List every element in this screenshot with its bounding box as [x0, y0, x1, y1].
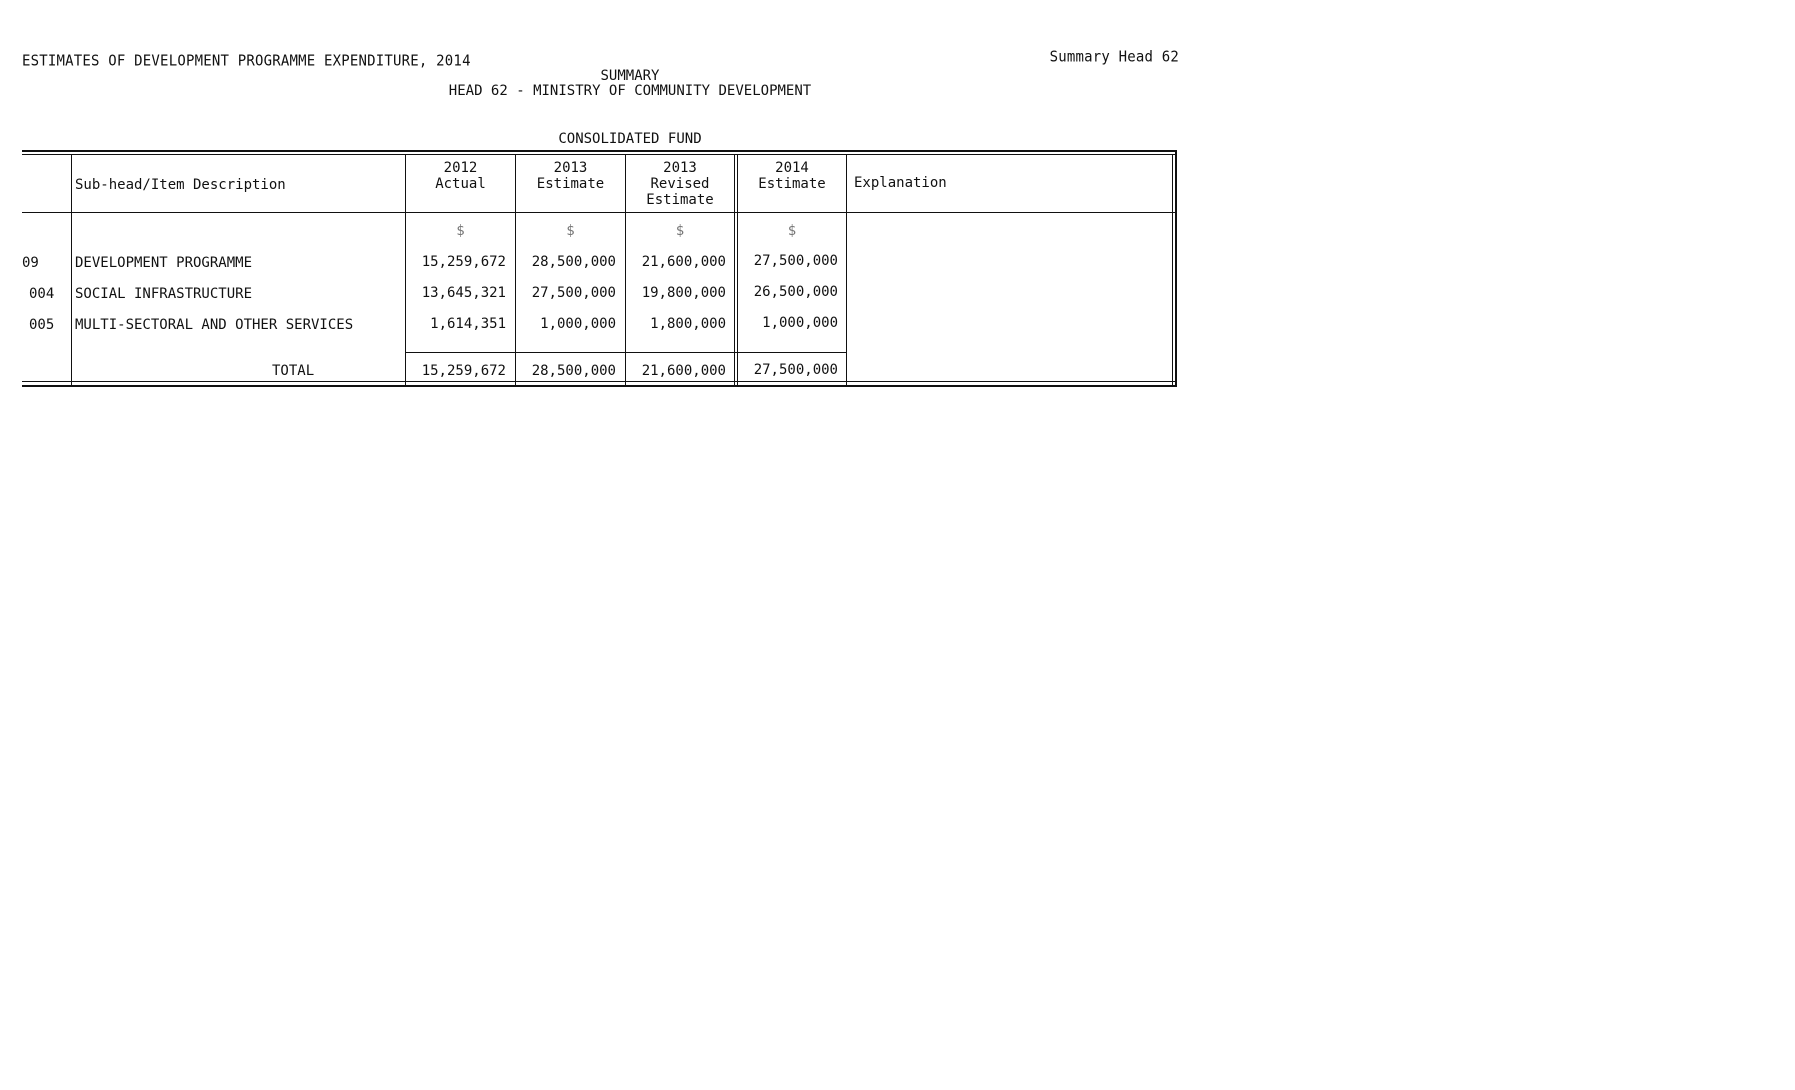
fund-title: CONSOLIDATED FUND — [558, 131, 702, 147]
col-divider-explanation — [846, 154, 847, 385]
col-header-revised-2013 — [626, 160, 734, 208]
col-divider-description — [71, 154, 72, 385]
total-actual-2012: 15,259,672 — [421, 363, 506, 379]
row-revised-2013: 19,800,000 — [641, 285, 726, 301]
col-header-actual-2012-label: Actual — [435, 176, 486, 192]
summary-title: SUMMARY — [600, 68, 660, 84]
row-code: 004 — [29, 286, 55, 302]
row-estimate-2013: 28,500,000 — [531, 254, 616, 270]
col-header-revised-2013-year: 2013 — [663, 160, 697, 176]
document-title: ESTIMATES OF DEVELOPMENT PROGRAMME EXPENDITURE, 2014 — [22, 52, 471, 70]
row-code: 09 — [22, 255, 39, 271]
row-actual-2012: 1,614,351 — [430, 316, 506, 332]
row-actual-2012: 15,259,672 — [421, 254, 506, 270]
col-header-estimate-2013-year: 2013 — [553, 160, 588, 176]
page-reference: Summary Head 62 — [1049, 48, 1179, 66]
total-estimate-2013: 28,500,000 — [531, 363, 616, 379]
total-revised-2013: 21,600,000 — [641, 363, 726, 379]
row-code: 005 — [29, 317, 55, 333]
row-description: MULTI-SECTORAL AND OTHER SERVICES — [75, 317, 354, 333]
row-revised-2013: 21,600,000 — [641, 254, 726, 270]
header-separator — [22, 212, 1177, 213]
row-description: SOCIAL INFRASTRUCTURE — [75, 286, 253, 302]
col-header-description: Sub-head/Item Description — [75, 177, 286, 193]
table-right-border — [1175, 150, 1177, 386]
table-bottom-border — [22, 385, 1177, 387]
col-header-estimate-2014-year: 2014 — [775, 160, 809, 176]
col-divider-estimate-2014-a — [734, 154, 735, 385]
total-estimate-2014: 27,500,000 — [753, 362, 838, 378]
col-header-estimate-2014 — [738, 160, 846, 192]
row-actual-2012: 13,645,321 — [421, 285, 506, 301]
row-revised-2013: 1,800,000 — [650, 316, 726, 332]
currency-symbol-estimate-2013: $ — [566, 223, 575, 239]
table-right-border-inner — [1172, 154, 1173, 385]
col-header-explanation: Explanation — [854, 175, 947, 191]
col-header-actual-2012 — [406, 160, 515, 192]
currency-symbol-revised: $ — [675, 223, 685, 239]
head-title: HEAD 62 - MINISTRY OF COMMUNITY DEVELOPMENT — [448, 83, 812, 99]
currency-symbol-estimate-2014: $ — [787, 223, 797, 239]
col-header-estimate-2013-label: Estimate — [536, 176, 605, 192]
col-header-estimate-2013 — [516, 160, 625, 192]
expenditure-table — [22, 150, 1177, 388]
row-estimate-2014: 1,000,000 — [762, 315, 838, 331]
table-top-border-inner — [22, 154, 1177, 155]
row-estimate-2014: 26,500,000 — [753, 284, 838, 300]
currency-symbol-actual: $ — [456, 223, 465, 239]
table-bottom-border-inner — [22, 381, 1177, 382]
row-estimate-2013: 27,500,000 — [531, 285, 616, 301]
table-top-border — [22, 150, 1177, 152]
row-estimate-2014: 27,500,000 — [753, 253, 838, 269]
col-header-revised-2013-label-2: Estimate — [646, 192, 714, 208]
row-description: DEVELOPMENT PROGRAMME — [75, 255, 253, 271]
row-estimate-2013: 1,000,000 — [540, 316, 616, 332]
total-label: TOTAL — [272, 363, 315, 379]
col-header-actual-2012-year: 2012 — [443, 160, 478, 176]
col-header-revised-2013-label: Revised — [650, 176, 710, 192]
col-header-estimate-2014-label: Estimate — [758, 176, 826, 192]
